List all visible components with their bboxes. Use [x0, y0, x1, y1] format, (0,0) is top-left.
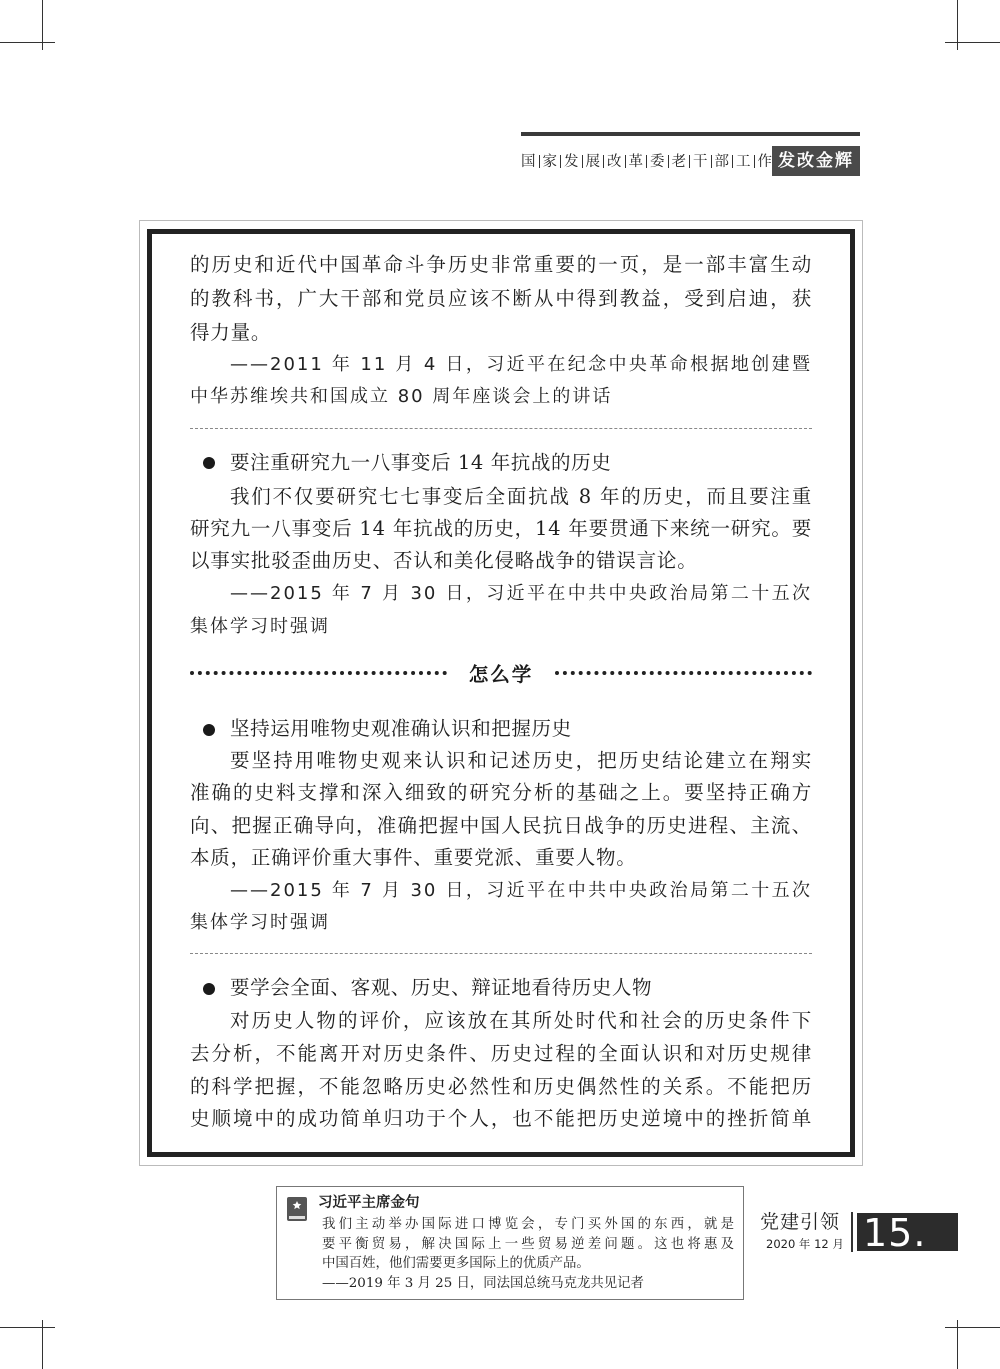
quote-line: 要平衡贸易，解决国际上一些贸易逆差问题。这也将惠及	[322, 1237, 734, 1252]
body-line: 的科学把握，不能忽略历史必然性和历史偶然性的关系。不能把历	[190, 1075, 812, 1098]
item-heading: 要学会全面、客观、历史、辩证地看待历史人物	[230, 976, 653, 999]
source-line: ——2015 年 7 月 30 日，习近平在中共中央政治局第二十五次	[230, 880, 812, 901]
dotted-rule	[555, 671, 812, 675]
book-icon	[286, 1196, 308, 1222]
quote-line: 我们主动举办国际进口博览会，专门买外国的东西，就是	[322, 1217, 734, 1232]
body-line: 史顺境中的成功简单归功于个人，也不能把历史逆境中的挫折简单	[190, 1107, 812, 1130]
header-brand: 发改金辉	[772, 146, 860, 176]
source-line: ——2011 年 11 月 4 日，习近平在纪念中央革命根据地创建暨	[230, 354, 812, 375]
header-department: 国 家 发 展 改 革 委 老 干 部 工 作	[521, 154, 772, 170]
section-title	[190, 658, 812, 688]
bullet-icon	[203, 983, 215, 995]
section-title-label: 怎么学	[468, 663, 534, 686]
item-heading: 坚持运用唯物史观准确认识和把握历史	[230, 717, 572, 740]
crop-mark	[0, 42, 55, 43]
body-line: 本质，正确评价重大事件、重要党派、重要人物。	[190, 846, 637, 869]
body-line: 以事实批驳歪曲历史、否认和美化侵略战争的错误言论。	[190, 549, 698, 572]
issue-date: 2020 年 12 月	[766, 1237, 844, 1251]
item-heading: 要注重研究九一八事变后 14 年抗战的历史	[230, 451, 612, 474]
bullet-icon	[203, 724, 215, 736]
body-line: 研究九一八事变后 14 年抗战的历史，14 年要贯通下来统一研究。要	[190, 517, 812, 540]
source-line: 中华苏维埃共和国成立 80 周年座谈会上的讲话	[190, 386, 613, 407]
body-line: 向、把握正确导向，准确把握中国人民抗日战争的历史进程、主流、	[190, 814, 812, 837]
crop-mark	[0, 1327, 55, 1328]
source-line: 集体学习时强调	[190, 616, 330, 637]
quote-source: ——2019 年 3 月 25 日，同法国总统马克龙共见记者	[322, 1276, 644, 1291]
crop-mark	[945, 1327, 1000, 1328]
dashed-divider	[190, 953, 812, 954]
crop-mark	[945, 42, 1000, 43]
body-line: 得力量。	[190, 321, 272, 344]
body-line: 的教科书，广大干部和党员应该不断从中得到教益，受到启迪，获	[190, 287, 812, 310]
column-label: 党建引领	[760, 1211, 841, 1233]
source-line: ——2015 年 7 月 30 日，习近平在中共中央政治局第二十五次	[230, 583, 812, 604]
body-line: 去分析，不能离开对历史条件、历史过程的全面认识和对历史规律	[190, 1042, 812, 1065]
header-rule	[521, 132, 860, 136]
body-line: 要坚持用唯物史观来认识和记述历史，把历史结论建立在翔实	[230, 749, 812, 772]
quote-line: 中国百姓，他们需要更多国际上的优质产品。	[322, 1256, 590, 1271]
bullet-icon	[203, 457, 215, 469]
body-line: 我们不仅要研究七七事变后全面抗战 8 年的历史，而且要注重	[230, 485, 812, 508]
quote-title: 习近平主席金句	[318, 1194, 420, 1211]
dashed-divider	[190, 428, 812, 429]
page-divider	[851, 1212, 853, 1252]
body-line: 准确的史料支撑和深入细致的研究分析的基础之上。要坚持正确方	[190, 781, 812, 804]
body-line: 对历史人物的评价，应该放在其所处时代和社会的历史条件下	[230, 1009, 812, 1032]
source-line: 集体学习时强调	[190, 912, 330, 933]
body-line: 的历史和近代中国革命斗争历史非常重要的一页，是一部丰富生动	[190, 253, 812, 276]
dotted-rule	[190, 671, 447, 675]
page-number: 15.	[857, 1213, 958, 1251]
